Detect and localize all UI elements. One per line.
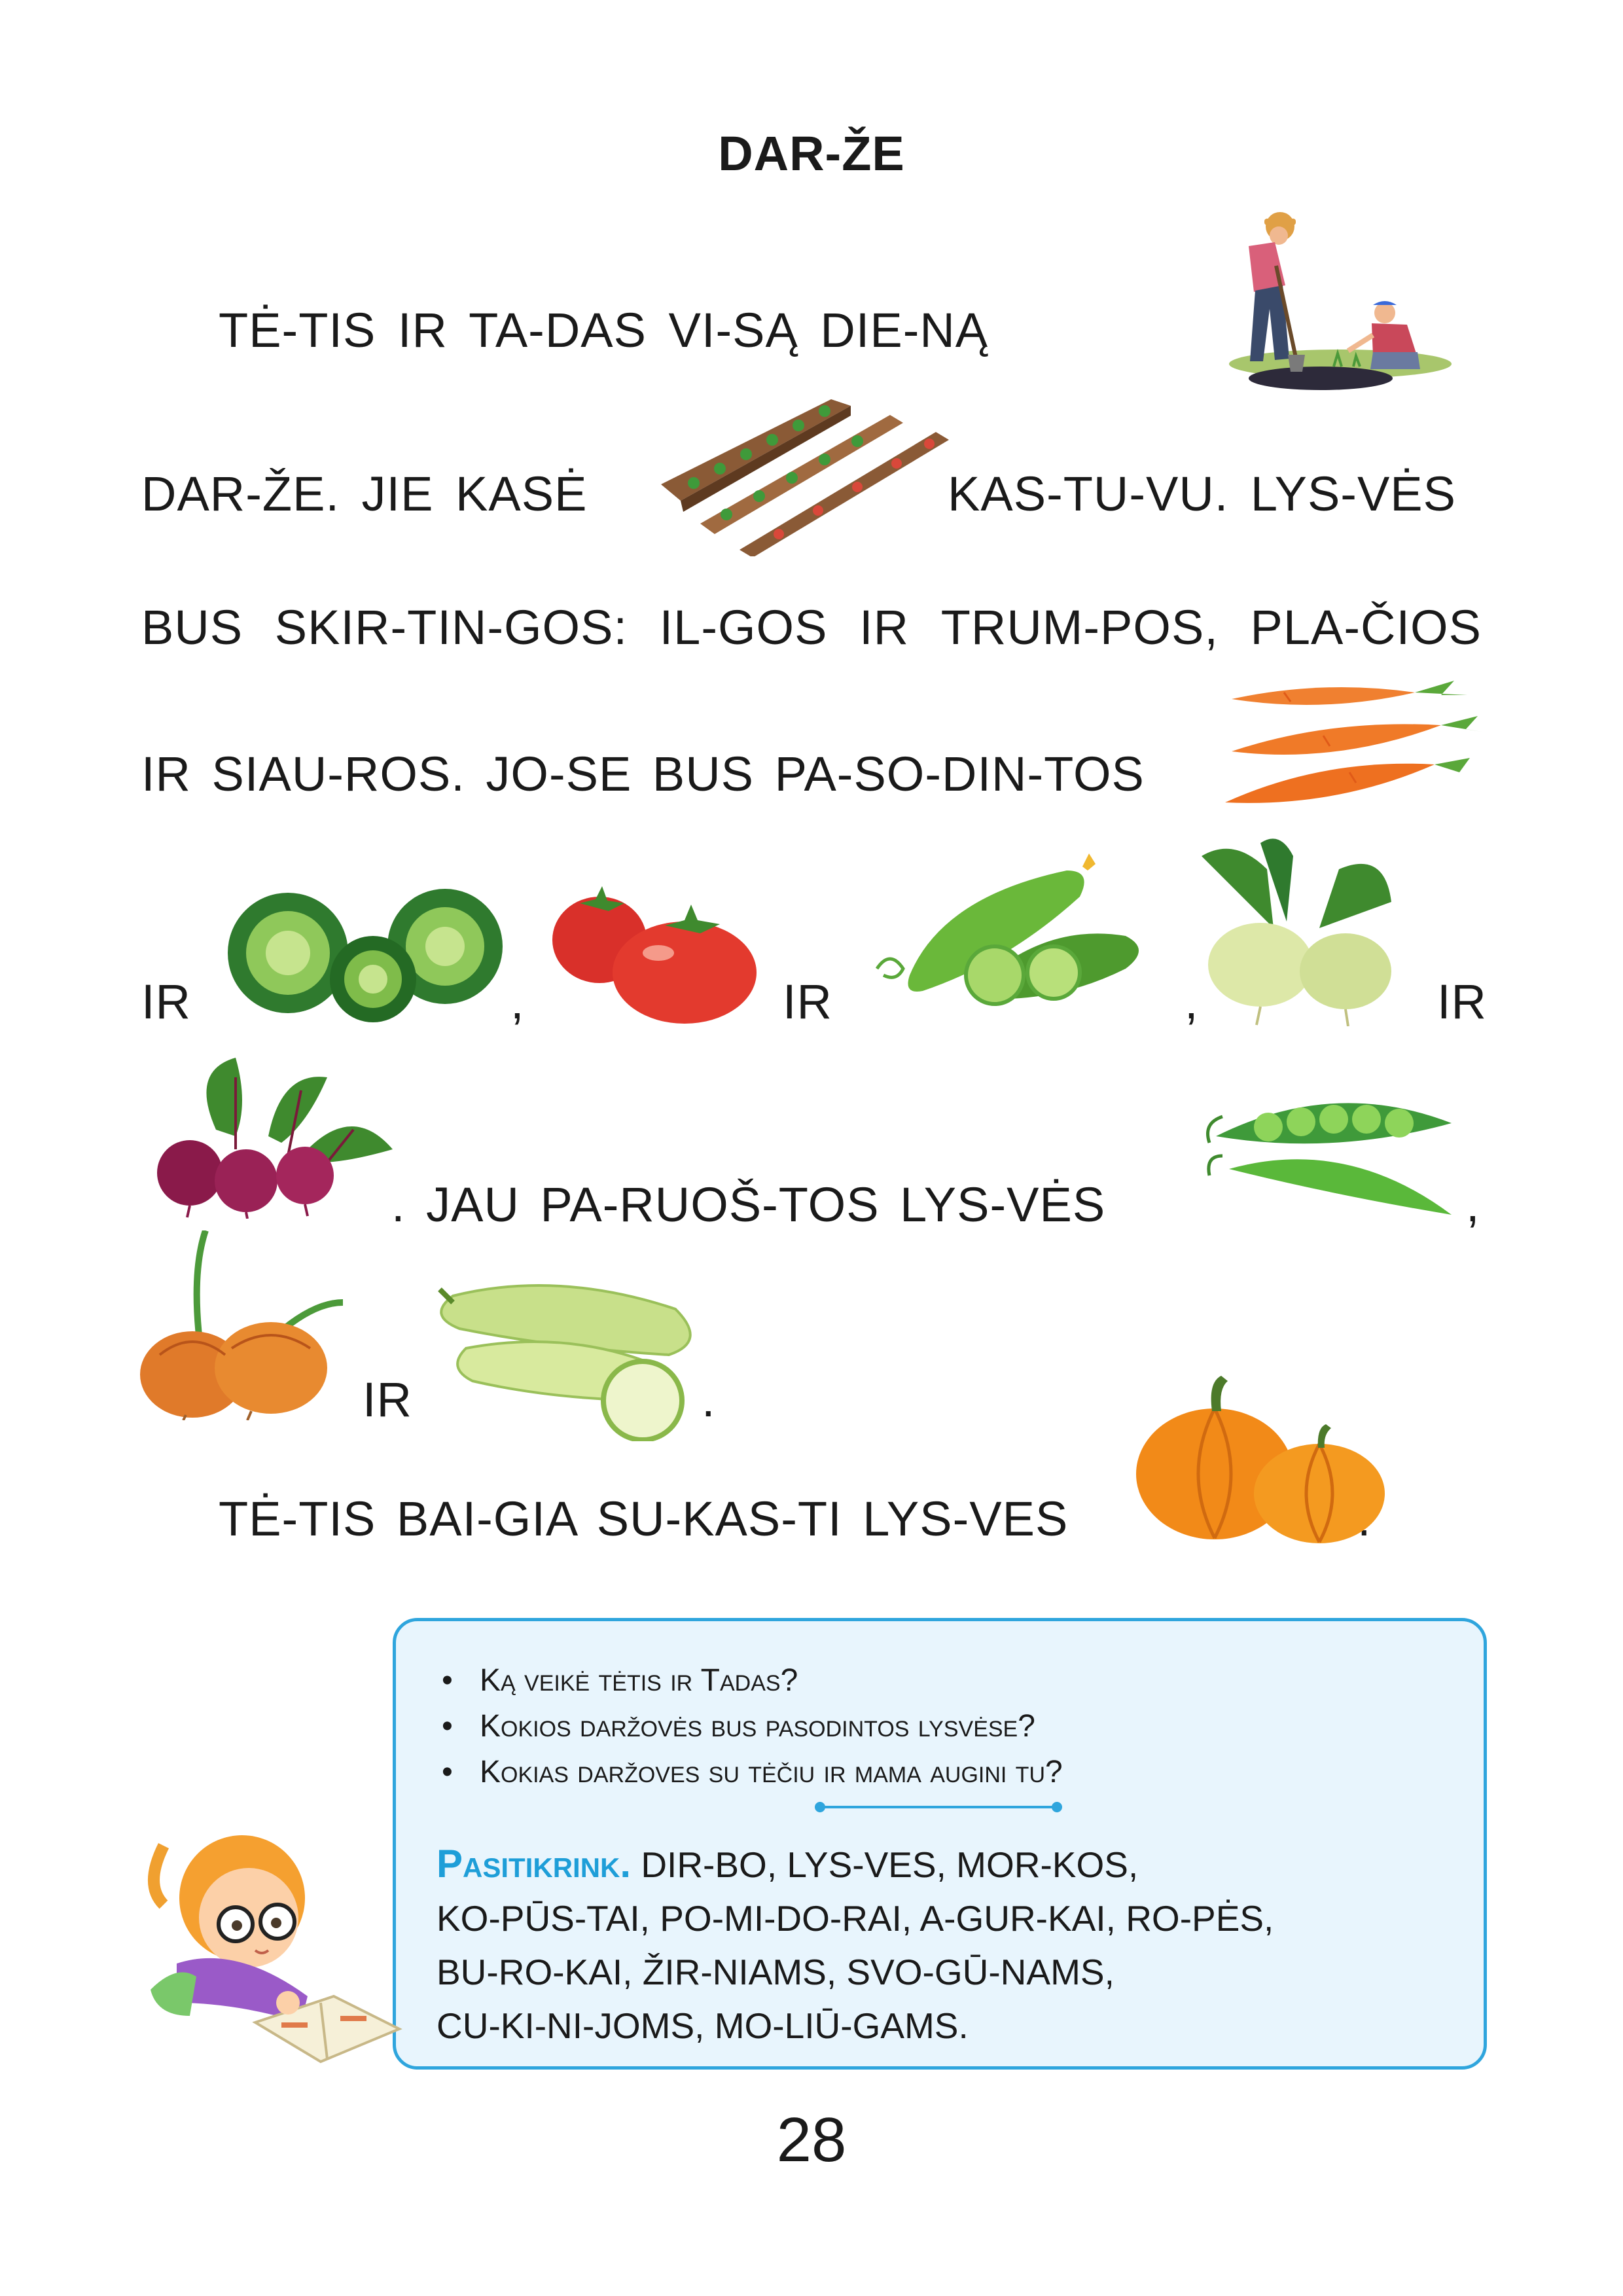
questions-box (393, 1618, 1487, 2070)
self-check-label: Pasitikrink. (437, 1842, 632, 1886)
carrots-icon (1219, 673, 1482, 817)
story-word: IL-GOS (659, 600, 828, 655)
page-title: DAR-ŽE (718, 126, 905, 181)
cabbages-icon (216, 881, 508, 1025)
tomatoes-icon (547, 874, 763, 1025)
zucchini-icon (427, 1270, 708, 1441)
story-word: IR (783, 975, 832, 1029)
question-item: • Ką veikė tėtis ir Tadas? (442, 1663, 798, 1698)
story-word: , (1466, 1177, 1480, 1232)
story-line-3 (141, 592, 1482, 664)
turnips-icon (1175, 830, 1404, 1026)
page-number: 28 (776, 2105, 847, 2175)
story-word: , (510, 975, 525, 1029)
story-word: IR (859, 600, 910, 655)
story-text: . JAU PA-RUOŠ-TOS LYS-VĖS (391, 1177, 1106, 1232)
story-word: IR (141, 975, 191, 1029)
pumpkins-icon (1130, 1369, 1391, 1546)
story-text: IR SIAU-ROS. JO-SE BUS PA-SO-DIN-TOS (141, 747, 1145, 801)
story-text: TĖ-TIS BAI-GIA SU-KAS-TI LYS-VES (219, 1492, 1069, 1546)
cucumbers-icon (864, 844, 1145, 1014)
story-text: DAR-ŽE. JIE KASĖ (141, 467, 588, 521)
reading-girl-icon (137, 1806, 412, 2068)
story-word: SKIR-TIN-GOS: (274, 600, 628, 655)
story-word: . (702, 1372, 716, 1427)
story-word: PLA-ČIOS (1250, 600, 1482, 655)
self-check-line: KO-PŪS-TAI, PO-MI-DO-RAI, A-GUR-KAI, RO-PĖS, (437, 1898, 1274, 1939)
story-word: IR (1437, 975, 1487, 1029)
story-text: TĖ-TIS IR TA-DAS VI-SĄ DIE-NĄ (219, 303, 989, 357)
questions-list (422, 1658, 1063, 1795)
self-check (437, 1837, 1457, 2053)
divider (819, 1806, 1058, 1808)
peas-icon (1203, 1084, 1465, 1228)
gardeners-icon (1177, 207, 1452, 397)
story-word: BUS (141, 600, 243, 655)
story-word: TRUM-POS, (940, 600, 1219, 655)
self-check-line: BU-RO-KAI, ŽIR-NIAMS, SVO-GŪ-NAMS, (437, 1952, 1115, 1992)
story-word: IR (363, 1372, 412, 1427)
self-check-line: CU-KI-NI-JOMS, MO-LIŪ-GAMS. (437, 2005, 969, 2046)
story-text: KAS-TU-VU. LYS-VĖS (948, 467, 1457, 521)
self-check-line: DIR-BO, LYS-VES, MOR-KOS, (641, 1844, 1139, 1885)
question-item: • Kokios daržovės bus pasodintos lysvėse? (442, 1709, 1035, 1744)
garden-beds-icon (654, 386, 949, 556)
question-item: • Kokias daržoves su tėčiu ir mama augini tu? (442, 1755, 1063, 1789)
story-word: , (1185, 975, 1199, 1029)
